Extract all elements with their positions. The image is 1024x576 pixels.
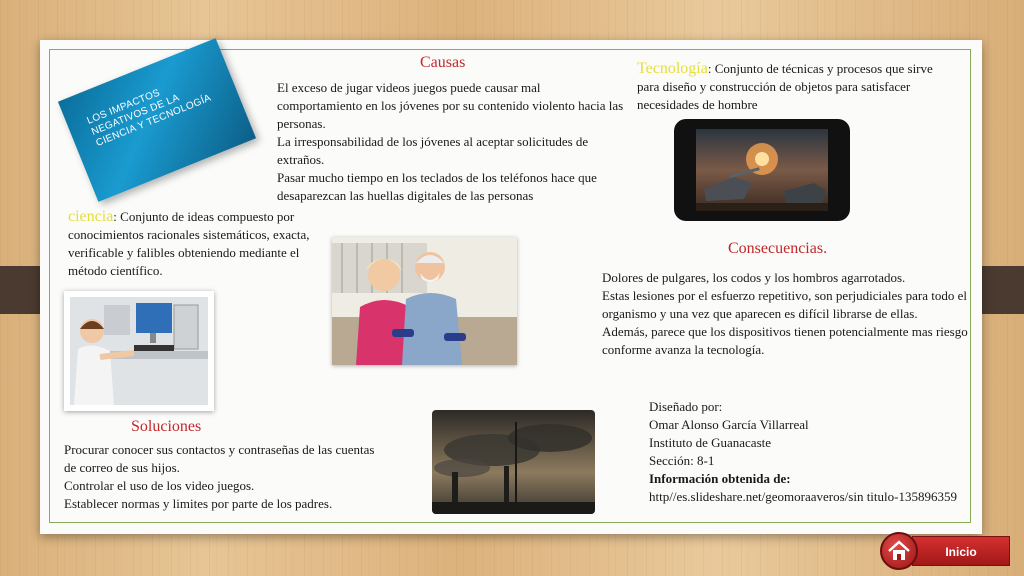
causas-line: La irresponsabilidad de los jóvenes al aceptar solicitudes de extraños. — [277, 134, 589, 167]
source-label: Información obtenida de: — [649, 471, 791, 486]
author-name: Omar Alonso García Villarreal — [649, 417, 809, 432]
tecnologia-definition — [637, 60, 957, 114]
ciencia-text: : Conjunto de ideas compuesto por conocimientos racionales sistemáticos, exacta, verificable y falibles obteniendo mediante el método científico. — [68, 209, 310, 278]
causas-line: Pasar mucho tiempo en los teclados de los teléfonos hace que desaparezcan las huellas digitales de las personas — [277, 170, 597, 203]
elderly-gamers-photo — [332, 237, 517, 365]
consecuencias-body — [602, 269, 970, 359]
home-icon — [882, 534, 916, 568]
banner-title: LOS IMPACTOS NEGATIVOS DE LA CIENCIA Y TECNOLOGÍA — [85, 87, 213, 149]
inicio-label: Inicio — [945, 545, 977, 559]
soluciones-body — [64, 441, 380, 513]
tablet-image — [674, 119, 850, 221]
section-label: Sección: 8-1 — [649, 453, 715, 468]
causas-line: El exceso de jugar videos juegos puede causar mal comportamiento en los jóvenes por su contenido violento hacia las personas. — [277, 80, 624, 131]
pollution-photo — [432, 410, 595, 514]
causas-body — [277, 79, 625, 205]
consecuencias-line: Además, parece que los dispositivos tienen potencialmente mas riesgo conforme avanza la tecnología. — [602, 324, 968, 357]
soluciones-line: Establecer normas y limites por parte de los padres. — [64, 496, 333, 511]
causas-heading: Causas — [420, 54, 466, 71]
credits-block — [649, 398, 959, 506]
soluciones-heading: Soluciones — [131, 418, 202, 435]
child-computer-photo — [64, 291, 214, 411]
consecuencias-heading: Consecuencias. — [728, 240, 828, 257]
designed-by-label: Diseñado por: — [649, 399, 723, 414]
tecnologia-text: : Conjunto de técnicas y procesos que sirve para diseño y construcción de objetos para satisfacer necesidades de hombre — [637, 61, 933, 112]
left-strap — [0, 266, 40, 314]
consecuencias-line: Dolores de pulgares, los codos y los hombros agarrotados. — [602, 270, 906, 285]
soluciones-line: Procurar conocer sus contactos y contraseñas de las cuentas de correo de sus hijos. — [64, 442, 375, 475]
school-name: Instituto de Guanacaste — [649, 435, 772, 450]
source-url: http//es.slideshare.net/geomoraaveros/sin titulo-135896359 — [649, 489, 957, 504]
ciencia-term: ciencia — [68, 208, 114, 225]
ciencia-definition — [68, 208, 330, 280]
inicio-button[interactable] — [912, 536, 1010, 566]
consecuencias-line: Estas lesiones por el esfuerzo repetitivo, son perjudiciales para todo el organismo y una vez que aparecen es difícil librarse de ellas. — [602, 288, 967, 321]
tecnologia-term: Tecnología — [637, 60, 708, 77]
soluciones-line: Controlar el uso de los video juegos. — [64, 478, 255, 493]
home-button[interactable] — [880, 532, 918, 570]
